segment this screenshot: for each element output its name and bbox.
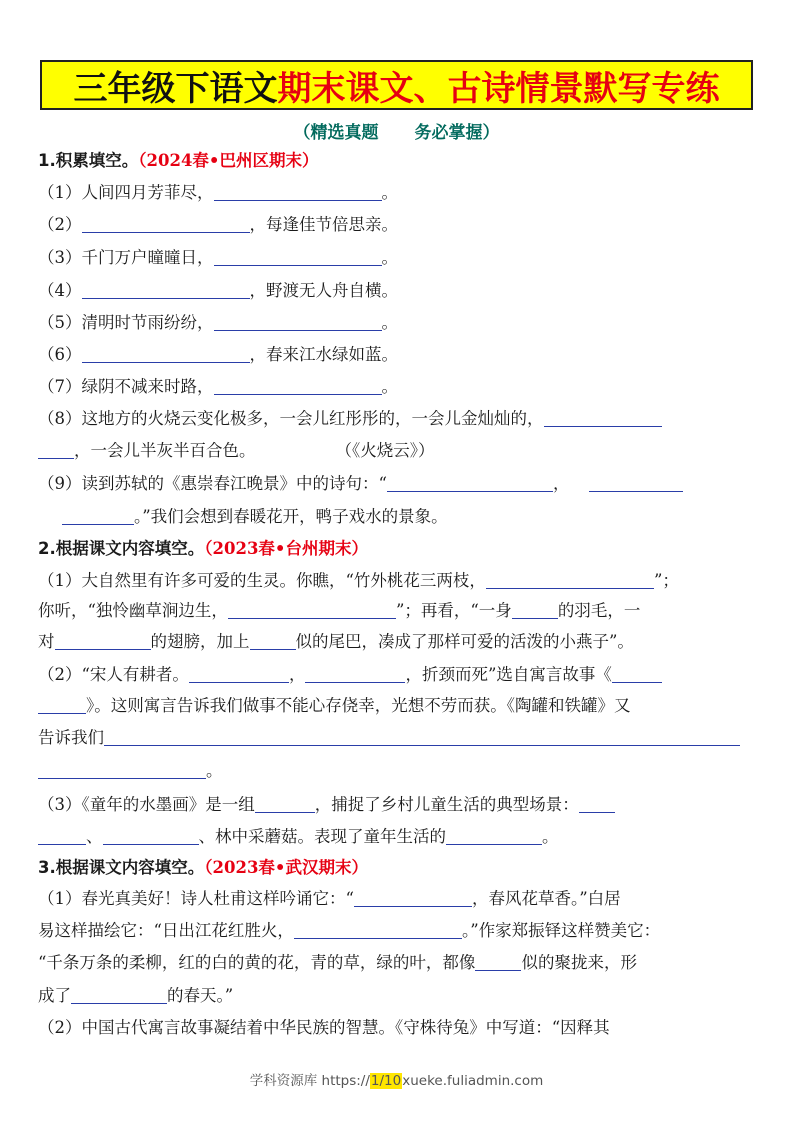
answer-blank[interactable] xyxy=(214,182,382,201)
question-1-2: （2） ，每逢佳节倍思亲。 xyxy=(38,215,398,234)
footer-text-right: xueke.fuliadmin.com xyxy=(402,1073,544,1089)
question-1-6: （6） ，春来江水绿如蓝。 xyxy=(38,345,398,364)
question-1-4: （4） ，野渡无人舟自横。 xyxy=(38,281,398,300)
question-1-9: （9）读到苏轼的《惠崇春江晚景》中的诗句：“ ， xyxy=(38,472,758,496)
question-1-8-cont: ，一会儿半灰半百合色。 （《火烧云》） xyxy=(38,439,758,463)
question-1-9-cont: 。”我们会想到春暖花开，鸭子戏水的景象。 xyxy=(38,505,758,529)
question-2-1-line3: 对 的翅膀，加上 似的尾巴，凑成了那样可爱的活泼的小燕子”。 xyxy=(38,632,634,651)
answer-blank[interactable] xyxy=(214,312,382,331)
answer-blank[interactable] xyxy=(612,664,662,683)
answer-blank[interactable] xyxy=(38,760,206,779)
title-red: 期末课文、古诗情景默写专练 xyxy=(277,68,720,109)
section-3-source: （2023春•武汉期末） xyxy=(204,858,368,877)
section-2-source: （2023春•台州期末） xyxy=(204,539,368,558)
answer-blank[interactable] xyxy=(103,826,199,845)
answer-blank[interactable] xyxy=(228,600,396,619)
answer-blank[interactable] xyxy=(104,727,740,746)
answer-blank[interactable] xyxy=(214,247,382,266)
subtitle-left: （精选真题 xyxy=(293,123,379,143)
source-note: （《火烧云》） xyxy=(335,441,435,460)
answer-blank[interactable] xyxy=(38,695,86,714)
question-2-2: （2）“宋人有耕者。 ， ，折颈而死”选自寓言故事《 xyxy=(38,663,758,687)
answer-blank[interactable] xyxy=(354,888,472,907)
subtitle-right: 务必掌握） xyxy=(414,123,500,143)
answer-blank[interactable] xyxy=(82,280,250,299)
question-1-7: （7）绿阴不减来时路， 。 xyxy=(38,377,398,396)
question-1-5: （5）清明时节雨纷纷， 。 xyxy=(38,313,398,332)
answer-blank[interactable] xyxy=(387,473,553,492)
answer-blank[interactable] xyxy=(82,214,250,233)
answer-blank[interactable] xyxy=(82,344,250,363)
question-1-3: （3）千门万户曈曈日， 。 xyxy=(38,248,398,267)
page-footer xyxy=(0,1069,793,1089)
page-number: 1/10 xyxy=(370,1073,402,1089)
question-3-1-line4: 成了 的春天。” xyxy=(38,986,234,1005)
question-3-2: （2）中国古代寓言故事凝结着中华民族的智慧。《守株待兔》中写道：“因释其 xyxy=(38,1018,610,1037)
question-2-1-line2: 你听，“独怜幽草涧边生， ”；再看，“一身 的羽毛，一 xyxy=(38,601,641,620)
answer-blank[interactable] xyxy=(255,794,315,813)
answer-blank[interactable] xyxy=(189,664,289,683)
subtitle xyxy=(0,118,793,143)
question-3-1-line3: “千条万条的柔柳，红的白的黄的花，青的草，绿的叶，都像 似的聚拢来，形 xyxy=(38,953,637,972)
footer-text-left: 学科资源库 https:// xyxy=(249,1073,370,1089)
section-1-heading: 1.积累填空。（2024春•巴州区期末） xyxy=(38,151,319,170)
answer-blank[interactable] xyxy=(579,794,615,813)
question-2-2-line2: 》。这则寓言告诉我们做事不能心存侥幸，光想不劳而获。《陶罐和铁罐》又 xyxy=(38,694,758,718)
answer-blank[interactable] xyxy=(55,631,151,650)
section-1-source: （2024春•巴州区期末） xyxy=(138,151,319,170)
answer-blank[interactable] xyxy=(71,985,167,1004)
title-banner xyxy=(40,60,753,110)
answer-blank[interactable] xyxy=(38,440,74,459)
question-2-3: （3）《童年的水墨画》是一组 ，捕捉了乡村儿童生活的典型场景： xyxy=(38,793,758,817)
section-2-heading: 2.根据课文内容填空。（2023春•台州期末） xyxy=(38,539,368,558)
question-1-1: （1）人间四月芳菲尽， 。 xyxy=(38,183,398,202)
title-black: 三年级下语文 xyxy=(73,68,278,109)
answer-blank[interactable] xyxy=(475,952,521,971)
question-3-1-line2: 易这样描绘它：“日出江花红胜火， 。”作家郑振铎这样赞美它： xyxy=(38,921,661,940)
answer-blank[interactable] xyxy=(214,376,382,395)
answer-blank[interactable] xyxy=(294,920,462,939)
question-3-1: （1）春光真美好！诗人杜甫这样吟诵它：“ ，春风花草香。”白居 xyxy=(38,889,621,908)
answer-blank[interactable] xyxy=(250,631,296,650)
answer-blank[interactable] xyxy=(446,826,542,845)
question-2-2-line3: 告诉我们 xyxy=(38,726,758,750)
answer-blank[interactable] xyxy=(62,506,134,525)
question-2-1: （1）大自然里有许多可爱的生灵。你瞧，“竹外桃花三两枝， ”； xyxy=(38,571,679,590)
answer-blank[interactable] xyxy=(589,473,683,492)
answer-blank[interactable] xyxy=(486,570,654,589)
answer-blank[interactable] xyxy=(512,600,558,619)
question-2-3-line2: 、 、林中采蘑菇。表现了童年生活的 。 xyxy=(38,825,758,849)
section-3-heading: 3.根据课文内容填空。（2023春•武汉期末） xyxy=(38,858,368,877)
question-2-2-line4: 。 xyxy=(38,759,758,783)
answer-blank[interactable] xyxy=(544,408,662,427)
question-1-8: （8）这地方的火烧云变化极多，一会儿红彤彤的，一会儿金灿灿的， xyxy=(38,407,758,431)
answer-blank[interactable] xyxy=(38,826,86,845)
answer-blank[interactable] xyxy=(305,664,405,683)
